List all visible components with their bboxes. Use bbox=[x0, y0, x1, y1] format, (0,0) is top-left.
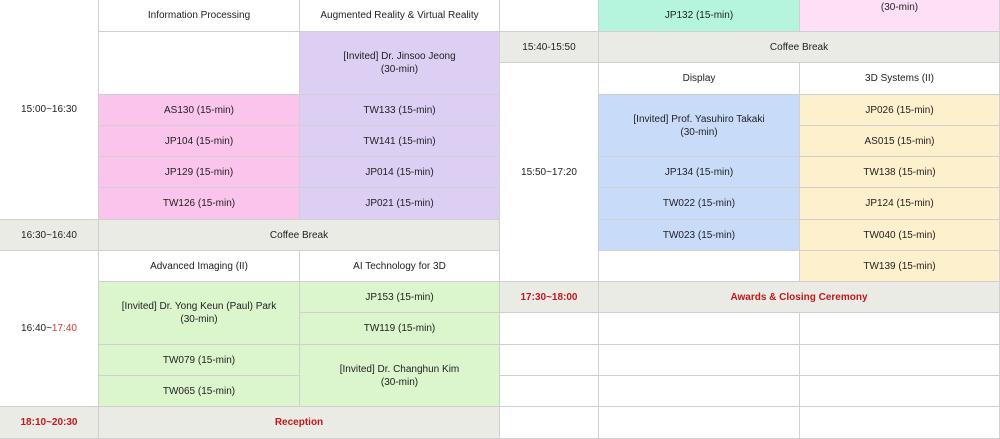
paper-cell bbox=[300, 188, 500, 220]
time-label: 17:30~18:00 bbox=[520, 291, 578, 303]
track-label: Display bbox=[682, 73, 716, 84]
invited-talk-kim bbox=[300, 345, 500, 407]
invited-talk-park bbox=[99, 282, 300, 345]
session-duration: (30-min) bbox=[180, 314, 218, 325]
paper-cell bbox=[800, 251, 1000, 282]
paper-label: TW079 (15-min) bbox=[162, 354, 236, 366]
time-label: 15:40-15:50 bbox=[522, 41, 576, 53]
paper-cell bbox=[599, 0, 800, 32]
paper-label: TW040 (15-min) bbox=[863, 229, 936, 241]
session-duration: (30-min) bbox=[680, 126, 718, 138]
time-label: 18:10~20:30 bbox=[20, 417, 78, 428]
paper-cell bbox=[300, 95, 500, 126]
paper-label: TW141 (15-min) bbox=[363, 135, 436, 147]
empty-cell bbox=[99, 32, 300, 95]
track-header-3d-systems bbox=[800, 63, 1000, 95]
paper-cell bbox=[800, 188, 1000, 220]
track-header-display bbox=[599, 63, 800, 95]
time-cell-slot2 bbox=[0, 251, 99, 407]
paper-cell bbox=[99, 376, 300, 407]
paper-label: JP153 (15-min) bbox=[365, 291, 434, 303]
paper-label: JP021 (15-min) bbox=[365, 198, 434, 209]
reception-row bbox=[99, 407, 500, 439]
empty-cell bbox=[500, 376, 599, 407]
track-label: AI Technology for 3D bbox=[353, 260, 446, 272]
paper-cell bbox=[99, 157, 300, 188]
paper-label: TW022 (15-min) bbox=[662, 198, 736, 209]
event-label: Awards & Closing Ceremony bbox=[730, 291, 868, 303]
empty-cell bbox=[500, 407, 599, 439]
time-cell-slot3 bbox=[500, 63, 599, 282]
time-cell-reception bbox=[0, 407, 99, 439]
paper-cell bbox=[99, 95, 300, 126]
paper-label: TW138 (15-min) bbox=[863, 166, 936, 178]
paper-label: TW065 (15-min) bbox=[162, 385, 236, 397]
session-title: [Invited] Dr. Jinsoo Jeong bbox=[343, 51, 456, 62]
session-title: [Invited] Dr. Yong Keun (Paul) Park bbox=[121, 301, 277, 312]
empty-cell bbox=[500, 345, 599, 376]
paper-cell bbox=[599, 157, 800, 188]
paper-cell bbox=[99, 188, 300, 220]
empty-cell bbox=[800, 407, 1000, 439]
session-continued bbox=[800, 0, 1000, 32]
time-label: 16:30~16:40 bbox=[21, 229, 77, 241]
track-header-ai-technology bbox=[300, 251, 500, 282]
paper-label: TW133 (15-min) bbox=[363, 104, 436, 116]
time-cell-break bbox=[0, 220, 99, 251]
paper-label: TW126 (15-min) bbox=[162, 198, 236, 209]
empty-cell bbox=[500, 0, 599, 32]
paper-cell bbox=[800, 220, 1000, 251]
paper-label: JP104 (15-min) bbox=[164, 135, 234, 147]
invited-talk-jeong bbox=[300, 32, 500, 95]
break-label: Coffee Break bbox=[269, 229, 329, 241]
empty-cell bbox=[800, 345, 1000, 376]
paper-cell bbox=[300, 126, 500, 157]
empty-cell bbox=[599, 313, 800, 345]
empty-cell bbox=[599, 376, 800, 407]
event-label: Reception bbox=[274, 417, 324, 428]
paper-cell bbox=[300, 313, 500, 345]
track-label: 3D Systems (II) bbox=[865, 73, 934, 84]
paper-label: JP134 (15-min) bbox=[664, 166, 734, 178]
track-label: Advanced Imaging (II) bbox=[150, 260, 248, 272]
paper-cell bbox=[300, 157, 500, 188]
time-cell-awards bbox=[500, 282, 599, 313]
paper-label: TW023 (15-min) bbox=[662, 229, 736, 241]
paper-label: JP014 (15-min) bbox=[365, 166, 434, 178]
paper-label: JP132 (15-min) bbox=[664, 10, 734, 21]
paper-label: AS130 (15-min) bbox=[163, 104, 235, 116]
session-title: [Invited] Dr. Changhun Kim bbox=[339, 363, 460, 375]
paper-label: JP129 (15-min) bbox=[164, 166, 234, 178]
paper-cell bbox=[300, 282, 500, 313]
empty-cell bbox=[800, 376, 1000, 407]
empty-cell bbox=[599, 407, 800, 439]
track-header-information-processing bbox=[99, 0, 300, 32]
track-header-ar-vr bbox=[300, 0, 500, 32]
paper-cell bbox=[800, 126, 1000, 157]
empty-cell bbox=[800, 313, 1000, 345]
time-label: 16:40~17:40 bbox=[21, 323, 77, 334]
paper-cell bbox=[599, 188, 800, 220]
coffee-break-row bbox=[599, 32, 1000, 63]
paper-label: JP026 (15-min) bbox=[865, 104, 934, 116]
time-label: 15:50~17:20 bbox=[521, 166, 577, 178]
paper-cell bbox=[99, 126, 300, 157]
coffee-break-row bbox=[99, 220, 500, 251]
empty-cell bbox=[599, 251, 800, 282]
track-header-advanced-imaging bbox=[99, 251, 300, 282]
paper-cell bbox=[599, 220, 800, 251]
empty-cell bbox=[500, 313, 599, 345]
paper-cell bbox=[800, 157, 1000, 188]
invited-talk-takaki bbox=[599, 95, 800, 157]
break-label: Coffee Break bbox=[769, 41, 829, 53]
time-cell-break bbox=[500, 32, 599, 63]
time-cell-slot1 bbox=[0, 0, 99, 220]
empty-cell bbox=[599, 345, 800, 376]
paper-cell bbox=[800, 95, 1000, 126]
paper-cell bbox=[99, 345, 300, 376]
paper-label: JP124 (15-min) bbox=[865, 198, 934, 209]
session-duration: (30-min) bbox=[380, 376, 419, 388]
session-duration: (30-min) bbox=[380, 64, 419, 75]
awards-closing-row bbox=[599, 282, 1000, 313]
session-duration: (30-min) bbox=[880, 2, 919, 13]
session-title: [Invited] Prof. Yasuhiro Takaki bbox=[633, 113, 765, 125]
track-label: Information Processing bbox=[147, 10, 251, 21]
paper-label: TW119 (15-min) bbox=[363, 323, 436, 334]
paper-label: AS015 (15-min) bbox=[864, 135, 935, 147]
time-label: 15:00~16:30 bbox=[21, 104, 77, 115]
track-label: Augmented Reality & Virtual Reality bbox=[320, 10, 479, 21]
paper-label: TW139 (15-min) bbox=[863, 260, 936, 272]
